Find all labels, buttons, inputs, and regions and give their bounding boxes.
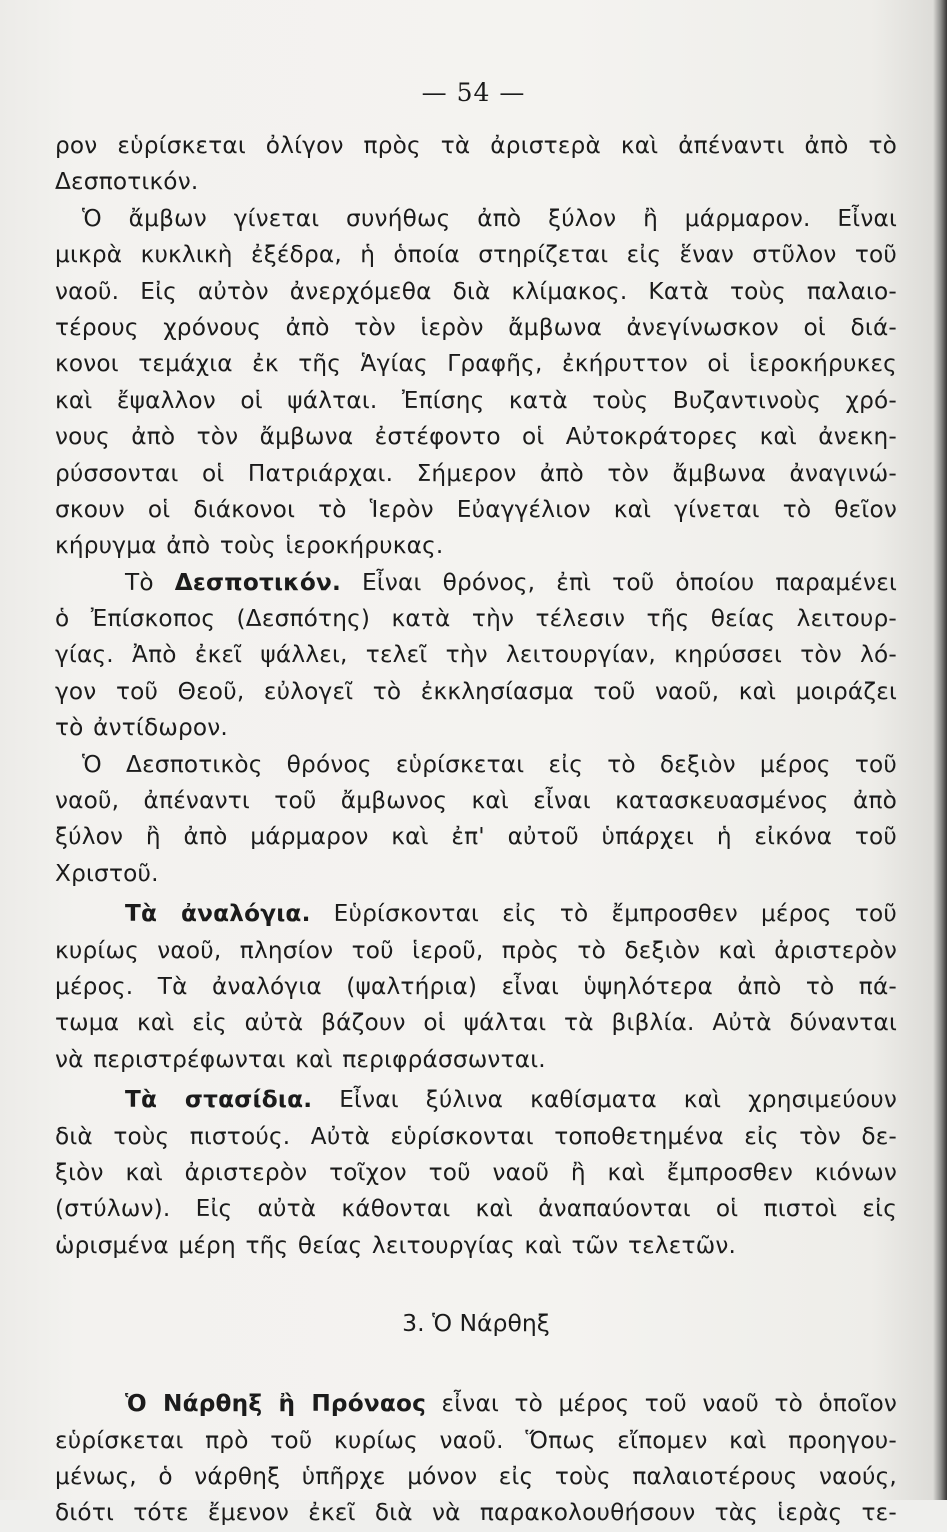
text-line: κονοι τεμάχια ἐκ τῆς Ἁγίας Γραφῆς, ἐκήρυττον οἱ ἱεροκήρυκες [55, 350, 897, 378]
text-line: γον τοῦ Θεοῦ, εὐλογεῖ τὸ ἐκκλησίασμα τοῦ ναοῦ, καὶ μοιράζει [55, 677, 897, 705]
term-despotikon: Δεσποτικόν. [174, 568, 341, 596]
text-line: μέρος. Τὰ ἀναλόγια (ψαλτήρια) εἶναι ὑψηλότερα ἀπὸ τὸ πά- [55, 972, 897, 1000]
text-line: ρον εὑρίσκεται ὀλίγον πρὸς τὰ ἀριστερὰ καὶ ἀπέναντι ἀπὸ τὸ [55, 132, 897, 159]
paragraph-start-line: Τὰ ἀναλόγια. Εὑρίσκονται εἰς τὸ ἔμπροσθεν μέρος τοῦ [125, 900, 898, 928]
body-text [55, 128, 897, 1532]
section-heading: 3. Ὁ Νάρθηξ [402, 1309, 550, 1338]
page-number: — 54 — [421, 78, 526, 107]
text-line: ὁ Ἐπίσκοπος (Δεσπότης) κατὰ τὴν τέλεσιν τῆς θείας λειτουρ- [55, 605, 897, 633]
paragraph-start-line: Ὁ Δεσποτικὸς θρόνος εὑρίσκεται εἰς τὸ δεξιὸν μέρος τοῦ [82, 750, 897, 778]
text-line: εὑρίσκεται πρὸ τοῦ κυρίως ναοῦ. Ὅπως εἴπομεν καὶ προηγου- [55, 1426, 897, 1454]
text-line: διὰ τοὺς πιστούς. Αὐτὰ εὑρίσκονται τοποθετημένα εἰς τὸν δε- [55, 1122, 897, 1150]
paragraph-start-line: Τὸ Δεσποτικόν. Εἶναι θρόνος, ἐπὶ τοῦ ὁποίου παραμένει [125, 568, 897, 596]
term-stasidia: Τὰ στασίδια. [125, 1086, 313, 1114]
text-line: ρύσσονται οἱ Πατριάρχαι. Σήμερον ἀπὸ τὸν ἄμβωνα ἀναγινώ- [55, 459, 897, 487]
text-line: ναοῦ, ἀπέναντι τοῦ ἄμβωνος καὶ εἶναι κατασκευασμένος ἀπὸ [55, 787, 897, 815]
binding-shadow [933, 0, 947, 1500]
text-line: γίας. Ἀπὸ ἐκεῖ ψάλλει, τελεῖ τὴν λειτουργίαν, κηρύσσει τὸν λό- [55, 641, 897, 669]
text-line: καὶ ἔψαλλον οἱ ψάλται. Ἐπίσης κατὰ τοὺς Βυζαντινοὺς χρό- [55, 386, 897, 414]
text-line: κυρίως ναοῦ, πλησίον τοῦ ἱεροῦ, πρὸς τὸ δεξιὸν καὶ ἀριστερὸν [55, 936, 897, 964]
text-line: νὰ περιστρέφωνται καὶ περιφράσσωνται. [55, 1045, 546, 1073]
text-line: σκουν οἱ διάκονοι τὸ Ἱερὸν Εὐαγγέλιον καὶ γίνεται τὸ θεῖον [55, 495, 897, 523]
text-line: (στύλων). Εἰς αὐτὰ κάθονται καὶ ἀναπαύονται οἱ πιστοὶ εἰς [55, 1195, 897, 1223]
text-line: ναοῦ. Εἰς αὐτὸν ἀνερχόμεθα διὰ κλίμακος. Κατὰ τοὺς παλαιο- [55, 277, 897, 305]
text-line: τέρους χρόνους ἀπὸ τὸν ἱερὸν ἄμβωνα ἀνεγίνωσκον οἱ διά- [55, 313, 897, 341]
text-line: κήρυγμα ἀπὸ τοὺς ἱεροκήρυκας. [55, 532, 444, 560]
text-line: μικρὰ κυκλικὴ ἐξέδρα, ἡ ὁποία στηρίζεται εἰς ἕναν στῦλον τοῦ [55, 241, 897, 269]
text-line: διότι τότε ἔμενον ἐκεῖ διὰ νὰ παρακολουθήσουν τὰς ἱερὰς τε- [55, 1499, 897, 1527]
term-analogia: Τὰ ἀναλόγια. [125, 900, 311, 928]
text-line: ὡρισμένα μέρη τῆς θείας λειτουργίας καὶ τῶν τελετῶν. [55, 1231, 737, 1259]
text-line: Δεσποτικόν. [55, 168, 199, 196]
paragraph-start-line: Τὰ στασίδια. Εἶναι ξύλινα καθίσματα καὶ χρησιμεύουν [125, 1086, 897, 1114]
text-line: νους ἀπὸ τὸν ἄμβωνα ἐστέφοντο οἱ Αὐτοκράτορες καὶ ἀνεκη- [55, 423, 897, 451]
paragraph-start-line: Ὁ ἄμβων γίνεται συνήθως ἀπὸ ξύλον ἢ μάρμαρον. Εἶναι [82, 204, 897, 232]
text-line: μένως, ὁ νάρθηξ ὑπῆρχε μόνον εἰς τοὺς παλαιοτέρους ναούς, [55, 1462, 897, 1490]
term-narthex: Ὁ Νάρθηξ ἢ Πρόναος [125, 1390, 427, 1418]
text-line: ξιὸν καὶ ἀριστερὸν τοῖχον τοῦ ναοῦ ἢ καὶ ἔμπροσθεν κιόνων [55, 1158, 897, 1186]
paragraph-start-line: Ὁ Νάρθηξ ἢ Πρόναος εἶναι τὸ μέρος τοῦ ναοῦ τὸ ὁποῖον [125, 1390, 897, 1418]
text-line: Χριστοῦ. [55, 859, 159, 887]
text-line: τωμα καὶ εἰς αὐτὰ βάζουν οἱ ψάλται τὰ βιβλία. Αὐτὰ δύνανται [55, 1009, 897, 1037]
text-line: τὸ ἀντίδωρον. [55, 714, 228, 742]
text-line: ξύλον ἢ ἀπὸ μάρμαρον καὶ ἐπ' αὐτοῦ ὑπάρχει ἡ εἰκόνα τοῦ [55, 823, 897, 851]
